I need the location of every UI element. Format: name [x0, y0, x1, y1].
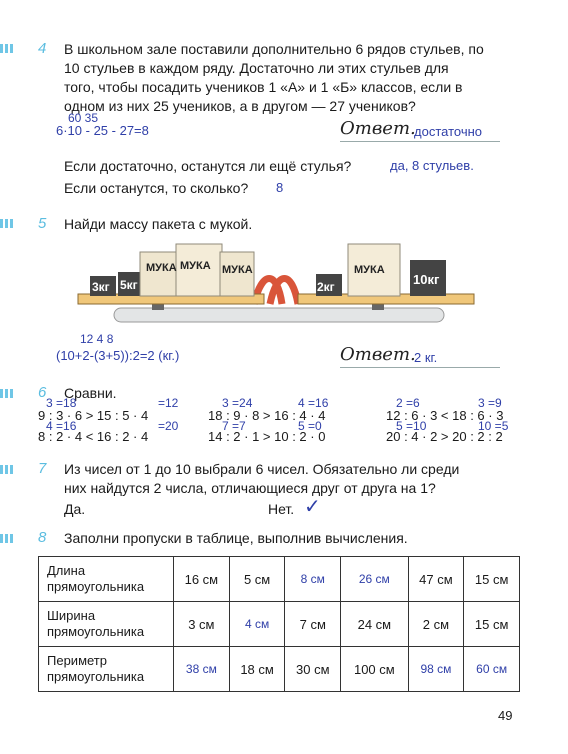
task-marker [0, 219, 14, 228]
table-cell-handwritten: 60 см [464, 647, 520, 692]
scale-base [114, 308, 444, 322]
row-header: Длина прямоугольника [39, 557, 174, 602]
rectangle-table [38, 556, 520, 692]
table-cell: 3 см [174, 602, 230, 647]
handwritten-note: 5 =10 [396, 419, 427, 433]
question-text: Если останутся, то сколько? [64, 180, 249, 196]
table-row [39, 557, 520, 602]
row-header: Периметр прямоугольника [39, 647, 174, 692]
table-cell-handwritten: 8 см [285, 557, 341, 602]
handwritten-note: =20 [158, 419, 179, 433]
answer-label: Ответ. [340, 344, 416, 365]
flour-label: МУКА [146, 262, 177, 274]
task-text-line: того, чтобы посадить учеников 1 «А» и 1 «Б» классов, если в [64, 79, 463, 95]
handwritten-note: 3 =9 [478, 396, 502, 410]
handwritten-note: 60 35 [68, 111, 99, 125]
handwritten-note: 7 =7 [222, 419, 246, 433]
comparison-expression: 14 : 2 · 1 > 10 : 2 · 0 [208, 429, 326, 444]
page-number: 49 [498, 708, 513, 723]
table-cell: 16 см [174, 557, 230, 602]
task-text: Сравни. [64, 385, 117, 401]
table-cell-handwritten: 26 см [341, 557, 408, 602]
table-cell: 18 см [229, 647, 285, 692]
option-no: Нет. [268, 501, 295, 517]
task-marker [0, 465, 14, 474]
task-text-line: них найдутся 2 числа, отличающиеся друг от друга на 1? [64, 480, 436, 496]
flour-label: МУКА [354, 264, 385, 276]
answer-label: Ответ. [340, 118, 416, 139]
row-header: Ширина прямоугольника [39, 602, 174, 647]
handwritten-solution: 6·10 - 25 - 27=8 [56, 123, 149, 138]
table-cell: 30 см [285, 647, 341, 692]
comparison-expression: 20 : 4 · 2 > 20 : 2 : 2 [386, 429, 503, 444]
handwritten-note: 3 =24 [222, 396, 253, 410]
handwritten-answer: 2 кг. [414, 350, 438, 365]
table-cell: 5 см [229, 557, 285, 602]
comparison-expression: 18 : 9 · 8 > 16 : 4 · 4 [208, 408, 326, 423]
handwritten-note: 5 =0 [298, 419, 322, 433]
handwritten-answer: 8 [276, 180, 284, 195]
task-marker [0, 44, 14, 53]
flour-label: МУКА [180, 260, 211, 272]
task-text: Найди массу пакета с мукой. [64, 216, 253, 232]
handwritten-answer: достаточно [414, 124, 483, 139]
task-number: 5 [38, 215, 47, 232]
table-row [39, 602, 520, 647]
task-number: 7 [38, 460, 47, 477]
table-cell-handwritten: 98 см [408, 647, 464, 692]
task-marker [0, 389, 14, 398]
flour-bag [140, 252, 178, 296]
check-mark-icon: ✓ [304, 496, 321, 518]
question-text: Если достаточно, останутся ли ещё стулья? [64, 158, 352, 174]
task-number: 4 [38, 40, 47, 57]
table-cell-handwritten: 4 см [229, 602, 285, 647]
task-text-line: В школьном зале поставили дополнительно 6 рядов стульев, по [64, 41, 484, 57]
task-text-line: одном из них 25 учеников, а в другом — 27 учеников? [64, 98, 416, 114]
option-yes: Да. [64, 501, 86, 517]
table-cell: 100 см [341, 647, 408, 692]
table-cell: 15 см [464, 557, 520, 602]
answer-line [340, 367, 500, 368]
weight-label: 5кг [120, 278, 138, 292]
handwritten-note: 3 =18 [46, 396, 77, 410]
task-number: 6 [38, 384, 47, 401]
task-marker [0, 534, 14, 543]
task-text: Заполни пропуски в таблице, выполнив вычисления. [64, 530, 408, 546]
table-cell: 7 см [285, 602, 341, 647]
table-cell-handwritten: 38 см [174, 647, 230, 692]
task-text-line: 10 стульев в каждом ряду. Достаточно ли этих стульев для [64, 60, 449, 76]
weight-label: 10кг [413, 272, 440, 287]
comparison-expression: 9 : 3 · 6 > 15 : 5 · 4 [38, 408, 149, 423]
handwritten-solution: (10+2-(3+5)):2=2 (кг.) [56, 348, 180, 363]
handwritten-note: 10 =5 [478, 419, 509, 433]
table-cell: 24 см [341, 602, 408, 647]
handwritten-answer: да, 8 стульев. [390, 158, 474, 173]
weight-label: 3кг [92, 280, 110, 294]
handwritten-note: =12 [158, 396, 179, 410]
task-number: 8 [38, 529, 47, 546]
table-cell: 47 см [408, 557, 464, 602]
handwritten-note: 4 =16 [298, 396, 329, 410]
table-cell: 2 см [408, 602, 464, 647]
handwritten-note: 2 =6 [396, 396, 420, 410]
table-cell: 15 см [464, 602, 520, 647]
answer-line [340, 141, 500, 142]
task-text-line: Из чисел от 1 до 10 выбрали 6 чисел. Обязательно ли среди [64, 461, 460, 477]
flour-label: МУКА [222, 264, 253, 276]
handwritten-note: 4 =16 [46, 419, 77, 433]
handwritten-note: 12 4 8 [80, 332, 114, 346]
weight-label: 2кг [317, 280, 335, 294]
comparison-expression: 8 : 2 · 4 < 16 : 2 · 4 [38, 429, 149, 444]
table-row [39, 647, 520, 692]
comparison-expression: 12 : 6 · 3 < 18 : 6 · 3 [386, 408, 504, 423]
